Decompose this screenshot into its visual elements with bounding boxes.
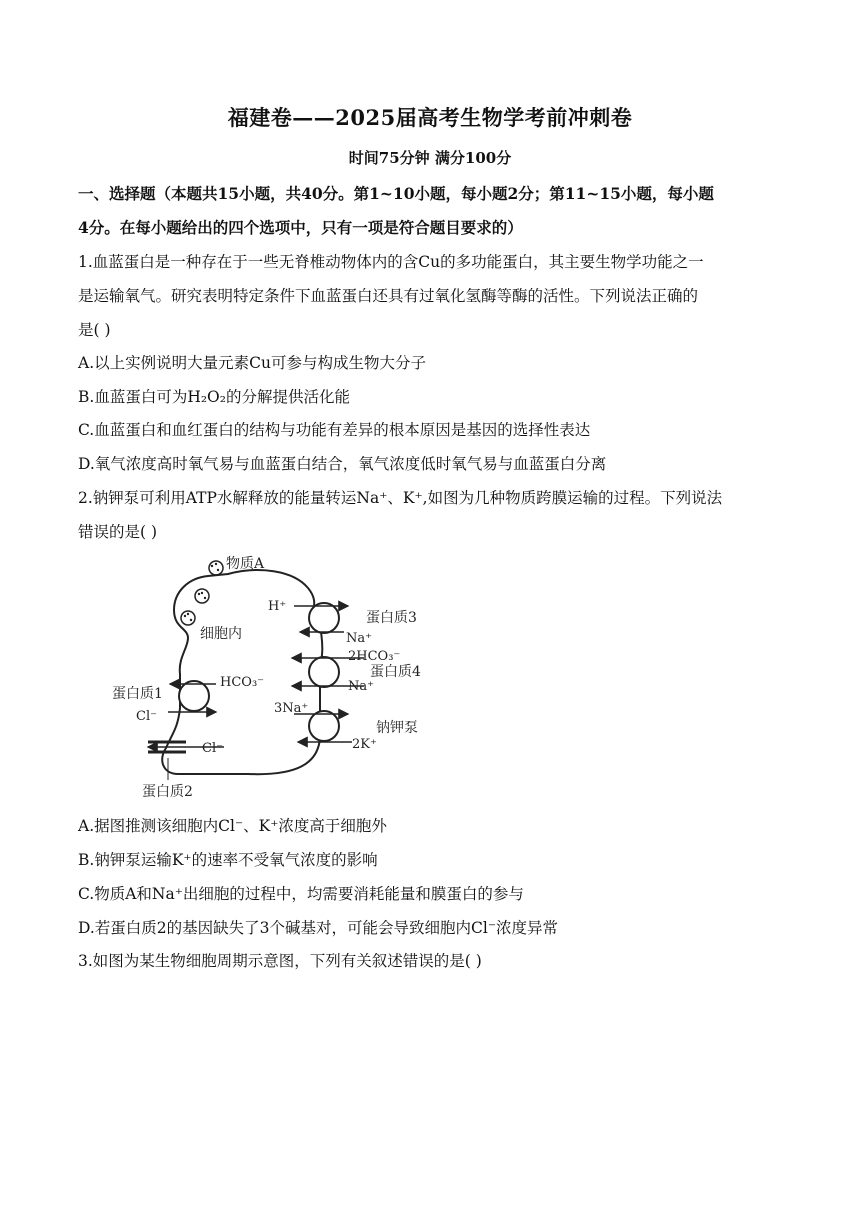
label-hco3: HCO₃⁻ <box>220 675 265 690</box>
label-na-ion-2: Na⁺ <box>348 679 374 694</box>
q3-stem-line1: 3.如图为某生物细胞周期示意图，下列有关叙述错误的是( ) <box>78 952 482 970</box>
label-3na: 3Na⁺ <box>274 701 309 716</box>
exam-title: 福建卷——2025届高考生物学考前冲刺卷 <box>227 105 633 130</box>
q2-option-c: C.物质A和Na⁺出细胞的过程中，均需要消耗能量和膜蛋白的参与 <box>78 885 524 903</box>
protein4-transporter <box>309 657 339 687</box>
sodium-potassium-pump <box>309 711 339 741</box>
q1-stem-line2: 是运输氧气。研究表明特定条件下血蓝蛋白还具有过氧化氢酶等酶的活性。下列说法正确的 <box>78 287 699 305</box>
label-cl-ion: Cl⁻ <box>136 709 157 724</box>
q1-option-b <box>78 385 798 407</box>
q2-stem-line2: 错误的是( ) <box>78 523 158 541</box>
q1-stem-line1: 1.血蓝蛋白是一种存在于一些无脊椎动物体内的含Cu的多功能蛋白，其主要生物学功能之一 <box>78 253 704 271</box>
q1-option-a: A.以上实例说明大量元素Cu可参与构成生物大分子 <box>78 354 426 372</box>
q1-option-b-formula: H₂O₂ <box>187 388 226 406</box>
q2-option-d: D.若蛋白质2的基因缺失了3个碱基对，可能会导致细胞内Cl⁻浓度异常 <box>78 919 559 937</box>
q1-option-d: D.氧气浓度高时氧气易与血蓝蛋白结合，氧气浓度低时氧气易与血蓝蛋白分离 <box>78 455 607 473</box>
section-heading-line2: 4分。在每小题给出的四个选项中，只有一项是符合题目要求的） <box>78 218 523 237</box>
q1-stem-line3: 是( ) <box>78 321 111 339</box>
label-protein1: 蛋白质1 <box>112 686 163 702</box>
label-2k: 2K⁺ <box>352 737 377 752</box>
vesicle-middle <box>195 589 209 603</box>
protein3-channel <box>309 603 339 633</box>
protein1-exchanger <box>179 681 209 711</box>
q2-option-b: B.钠钾泵运输K⁺的速率不受氧气浓度的影响 <box>78 851 378 869</box>
q2-option-a: A.据图推测该细胞内Cl⁻、K⁺浓度高于细胞外 <box>78 817 387 835</box>
exam-time-score: 时间75分钟 满分100分 <box>348 149 512 167</box>
label-substance-a: 物质A <box>226 556 265 572</box>
membrane-transport-diagram <box>108 548 438 800</box>
section-heading-line1: 一、选择题（本题共15小题，共40分。第1~10小题，每小题2分；第11~15小题，每小题 <box>78 184 714 203</box>
q1-option-b-prefix: B.血蓝蛋白可为 <box>78 388 188 406</box>
label-protein4: 蛋白质4 <box>370 664 421 680</box>
label-protein2: 蛋白质2 <box>142 784 193 800</box>
q1-option-b-suffix: 的分解提供活化能 <box>225 388 350 406</box>
label-pump: 钠钾泵 <box>376 720 418 736</box>
label-protein3: 蛋白质3 <box>366 610 417 626</box>
cell-membrane-outline <box>162 570 322 774</box>
label-na-ion: Na⁺ <box>346 631 372 646</box>
q1-option-c: C.血蓝蛋白和血红蛋白的结构与功能有差异的根本原因是基因的选择性表达 <box>78 421 591 439</box>
label-cl-ion-2: Cl⁻ <box>202 741 223 756</box>
q2-stem-line1: 2.钠钾泵可利用ATP水解释放的能量转运Na⁺、K⁺,如图为几种物质跨膜运输的过程。下列说法 <box>78 489 723 507</box>
label-2hco3: 2HCO₃⁻ <box>348 649 401 664</box>
label-h-ion: H⁺ <box>268 599 287 614</box>
label-intracellular: 细胞内 <box>200 626 242 642</box>
